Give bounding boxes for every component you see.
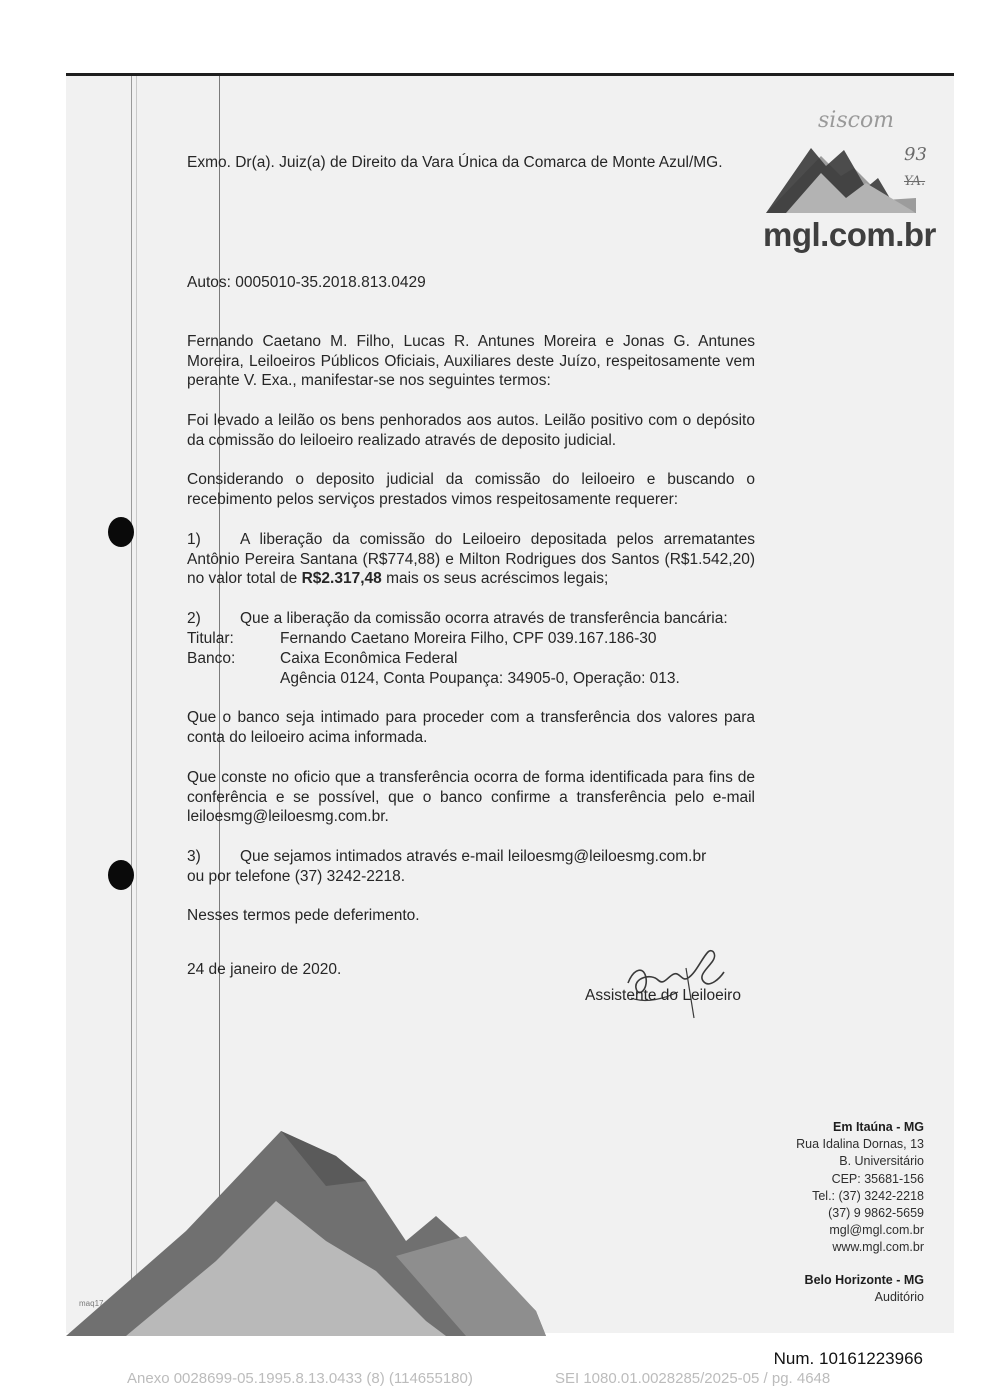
template-code: maq17	[79, 1299, 104, 1308]
agencia-line: Agência 0124, Conta Poupança: 34905-0, Operação: 013.	[280, 670, 680, 687]
paragraph-identification: Que conste no oficio que a transferência ocorra de forma identificada para fins de conferência e se possível, que o banco confirme a transferência pelo e-mail leiloesmg@leiloesmg.com.br.	[187, 769, 755, 825]
closing: Nesses termos pede deferimento.	[187, 907, 420, 924]
handwritten-initials: YA.	[904, 174, 926, 189]
address-itauna	[796, 1119, 924, 1257]
case-number: Autos: 0005010-35.2018.813.0429	[187, 274, 426, 291]
titular-line: Titular: Fernando Caetano Moreira Filho, CPF 039.167.186-30	[187, 630, 657, 647]
footer-mountain-graphic	[66, 1121, 626, 1336]
paragraph-auction: Foi levado a leilão os bens penhorados aos autos. Leilão positivo com o depósito da comissão do leiloeiro realizado através de deposito judicial.	[187, 412, 755, 449]
punch-hole	[108, 517, 134, 547]
signature-label: Assistente do Leiloeiro	[585, 987, 741, 1004]
office-itauna-details: Rua Idalina Dornas, 13 B. Universitário CEP: 35681-156 Tel.: (37) 3242-2218 (37) 9 9862-5659 mgl@mgl.com.br www.mgl.com.br	[796, 1137, 924, 1255]
office-bh-details: Auditório	[874, 1290, 924, 1305]
item-3-contact: ou por telefone (37) 3242-2218.	[187, 868, 406, 885]
item-1-text: A liberação da comissão do Leiloeiro depositada pelos arrematantes Antônio Pereira Santana (R$774,88) e Milton Rodrigues dos Santos (R$1.542,20) no valor total de R$2.317,48 mais os seus acréscimos legais;	[187, 531, 755, 587]
office-itauna-title: Em Itaúna - MG	[833, 1120, 924, 1134]
addressee: Exmo. Dr(a). Juiz(a) de Direito da Vara Única da Comarca de Monte Azul/MG.	[187, 154, 723, 171]
date: 24 de janeiro de 2020.	[187, 961, 342, 978]
scanned-page	[66, 73, 954, 1333]
mgl-mountain-logo	[766, 138, 916, 218]
office-bh-title: Belo Horizonte - MG	[804, 1273, 924, 1287]
item-1-number: 1)	[187, 531, 201, 548]
item-2: 2) Que a liberação da comissão ocorra através de transferência bancária:	[187, 610, 728, 627]
logo-text: mgl.com.br	[763, 216, 936, 253]
handwritten-annotation: siscom	[818, 108, 895, 133]
sei-reference: SEI 1080.01.0028285/2025-05 / pg. 4648	[555, 1370, 831, 1387]
total-value: R$2.317,48	[301, 570, 382, 587]
paragraph-request: Considerando o deposito judicial da comissão do leiloeiro e buscando o recebimento pelos serviços prestados vimos respeitosamente requerer:	[187, 471, 755, 508]
intro-paragraph: Fernando Caetano M. Filho, Lucas R. Antunes Moreira e Jonas G. Antunes Moreira, Leiloeiros Públicos Oficiais, Auxiliares deste Juízo, respeitosamente vem perante V. Exa., manifestar-se nos seguintes termos:	[187, 333, 755, 389]
address-bh	[805, 1272, 924, 1306]
handwritten-page-number: 93	[904, 144, 927, 165]
paragraph-bank-order: Que o banco seja intimado para proceder com a transferência dos valores para conta do leiloeiro acima informada.	[187, 709, 755, 746]
handwritten-signature	[616, 938, 736, 1023]
punch-hole	[108, 860, 134, 890]
banco-line: Banco: Caixa Econômica Federal	[187, 650, 458, 667]
document-number: Num. 10161223966	[773, 1349, 923, 1368]
item-3: 3) Que sejamos intimados através e-mail leiloesmg@leiloesmg.com.br	[187, 848, 707, 865]
annex-reference: Anexo 0028699-05.1995.8.13.0433 (8) (114655180)	[127, 1370, 473, 1387]
